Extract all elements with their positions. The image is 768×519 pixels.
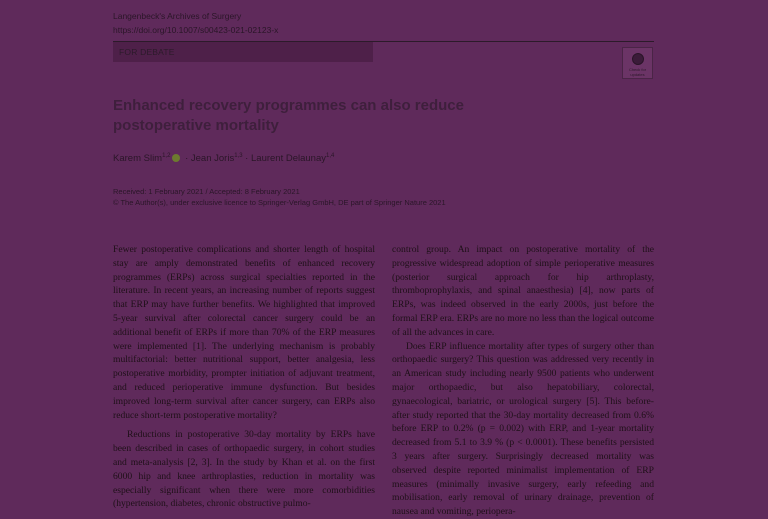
author-name[interactable]: Jean Joris [190,153,235,165]
body-paragraph: Fewer postoperative complications and shorter length of hospital stay are amply demonstrated benefits of enhanced recovery programmes (ERPs) across surgical specialties reported in the literature. In recent years, an increasing number of reports suggest that ERP may have further benefits. We highlighted that improved 5-year survival after colorectal cancer surgery could be an additional benefit of ERPs if more than 70% of the ERP measures were implemented [1]. The underlying mechanism is probably multifactorial: better nutritional support, better analgesia, less postoperative morbidity, prompter initiation of adjuvant treatment, and reduced perioperative immune dysfunction. But besides improved long-term survival after cancer surgery, can ERPs also reduce short-term postoperative mortality? [113,244,375,421]
journal-name: Langenbeck's Archives of Surgery [113,11,242,21]
section-label: FOR DEBATE [119,47,175,57]
author-affiliation: 1,3 [234,153,243,159]
update-icon [632,53,644,65]
body-paragraph: Does ERP influence mortality after types of surgery other than orthopaedic surgery? This question was addressed very recently in an American study including nearly 9500 patients who underwent major orthopaedic, but also hepatobiliary, colorectal, gynaecological, bariatric, or urological surgery [5]. This before-after study reported that the 30-day mortality decreased from 0.6% before ERP to 0.2% (p = 0.002) with ERP, and 1-year mortality decreased from 5.1 to 3.9 % (p < 0.0001). These benefits persisted 3 years after surgery. Surprisingly decreased mortality was observed despite reported minimalist implementation of ERP measures (minimally invasive surgery, early refeeding and mobilisation, early removal of urinary drainage, prevention of nausea and vomiting, periopera- [392,340,654,518]
badge-label: Check for updates [628,67,647,77]
copyright-line: © The Author(s), under exclusive licence to Springer-Verlag GmbH, DE part of Springer Nature 2021 [113,198,446,207]
orcid-icon[interactable] [172,154,180,162]
author-list: Karem Slim$^{1,2}$ · Jean Joris$^{1,3}$ · Laurent Delaunay$^{1,4}$ [113,153,335,165]
author-affiliation: 1,2 [162,153,171,159]
body-paragraph: control group. An impact on postoperative mortality of the progressive widespread adoption of simple perioperative measures (posterior surgical approach for hip arthroplasty, thromboprophylaxis, and spinal anaesthesia) [4], now parts of ERPs, was indeed observed in the early 2000s, just before the formal ERP era. ERPs are no more no less than the logical outcome of all the advances in care. [392,244,654,338]
body-column-right [392,243,654,519]
dates-line: Received: 1 February 2021 / Accepted: 8 February 2021 [113,187,300,196]
body-paragraph: Reductions in postoperative 30-day mortality by ERPs have been described in cases of orthopaedic surgery, in cohort studies and meta-analysis [2, 3]. In the study by Khan et al. on the first 6000 hip and knee arthroplasties, reduction in mortality was especially significant when there were more comorbidities (hypertension, diabetes, chronic obstructive pulmo- [113,429,375,510]
check-for-updates-badge[interactable] [622,47,653,79]
author-affiliation: 1,4 [326,153,335,159]
article-title: Enhanced recovery programmes can also reduce postoperative mortality [113,97,464,134]
author-name[interactable]: Laurent Delaunay [251,153,326,165]
body-column-left [113,243,375,511]
doi-link[interactable]: https://doi.org/10.1007/s00423-021-02123-x [113,25,279,35]
author-name[interactable]: Karem Slim [113,153,163,165]
